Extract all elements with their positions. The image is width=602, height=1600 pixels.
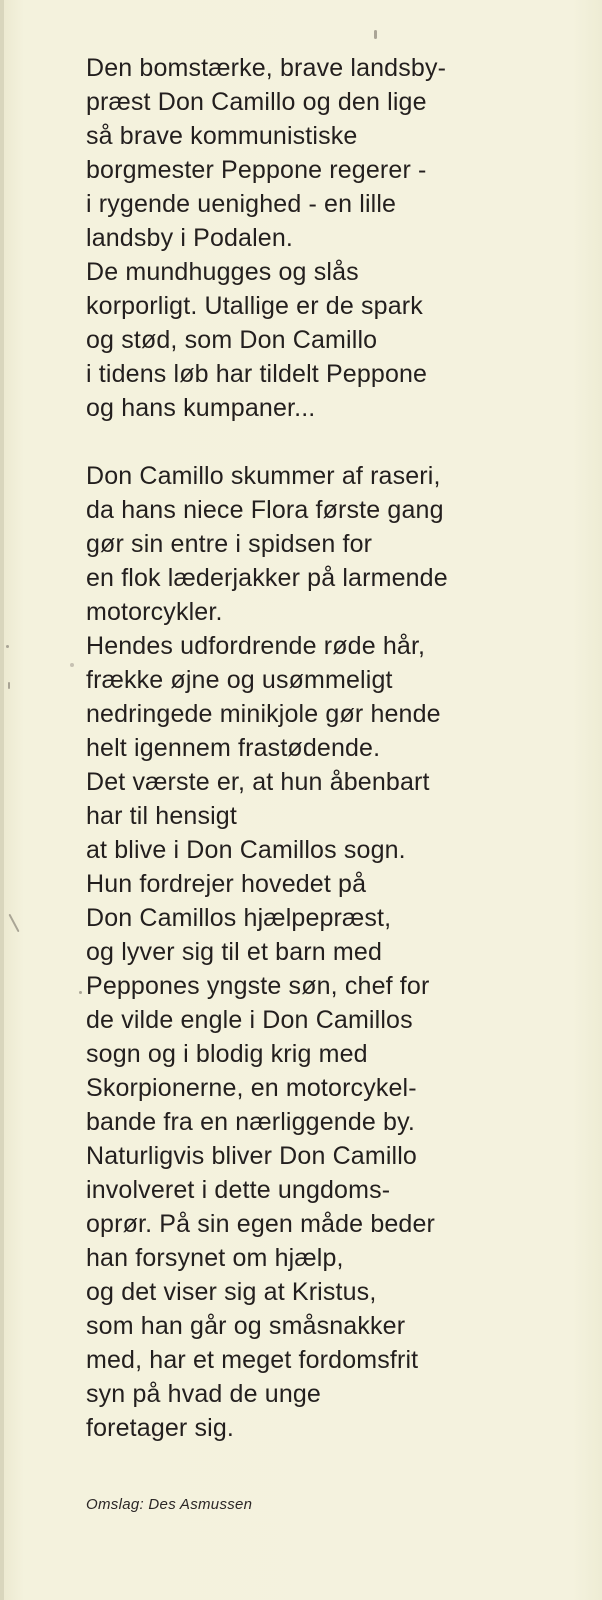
text-line: frække øjne og usømmeligt	[86, 666, 393, 694]
text-line: korporligt. Utallige er de spark	[86, 292, 423, 320]
text-line: bande fra en nærliggende by.	[86, 1108, 415, 1136]
text-line: og stød, som Don Camillo	[86, 326, 378, 354]
text-line: i tidens løb har tildelt Peppone	[86, 360, 428, 388]
text-line: Hendes udfordrende røde hår,	[86, 632, 426, 660]
text-line: nedringede minikjole gør hende	[86, 700, 441, 728]
text-line: gør sin entre i spidsen for	[86, 530, 373, 558]
text-line: de vilde engle i Don Camillos	[86, 1006, 413, 1034]
paragraph-story	[86, 459, 586, 1445]
cover-credit: Omslag: Des Asmussen	[86, 1496, 253, 1513]
text-line: sogn og i blodig krig med	[86, 1040, 368, 1068]
text-line: borgmester Peppone regerer -	[86, 156, 427, 184]
text-line: Peppones yngste søn, chef for	[86, 972, 430, 1000]
text-line: han forsynet om hjælp,	[86, 1244, 344, 1272]
text-line: så brave kommunistiske	[86, 122, 358, 150]
paper-spot	[70, 663, 74, 667]
text-line: og det viser sig at Kristus,	[86, 1278, 377, 1306]
text-line: i rygende uenighed - en lille	[86, 190, 397, 218]
print-mark	[374, 30, 377, 39]
text-line: Den bomstærke, brave landsby-	[86, 54, 447, 82]
text-line: foretager sig.	[86, 1414, 235, 1442]
paper-spot	[8, 682, 10, 689]
text-line: oprør. På sin egen måde beder	[86, 1210, 436, 1238]
text-line: og lyver sig til et barn med	[86, 938, 382, 966]
text-line: Det værste er, at hun åbenbart	[86, 768, 430, 796]
text-line: da hans niece Flora første gang	[86, 496, 444, 524]
text-line: at blive i Don Camillos sogn.	[86, 836, 406, 864]
paper-spot	[6, 645, 9, 648]
text-line: Naturligvis bliver Don Camillo	[86, 1142, 417, 1170]
text-line: præst Don Camillo og den lige	[86, 88, 427, 116]
text-line: De mundhugges og slås	[86, 258, 359, 286]
paper-scratch	[8, 914, 19, 933]
text-line: syn på hvad de unge	[86, 1380, 321, 1408]
text-line: har til hensigt	[86, 802, 237, 830]
text-line: som han går og småsnakker	[86, 1312, 406, 1340]
text-line: en flok læderjakker på larmende	[86, 564, 448, 592]
paragraph-intro	[86, 51, 586, 425]
text-line: involveret i dette ungdoms-	[86, 1176, 391, 1204]
text-line: helt igennem frastødende.	[86, 734, 381, 762]
text-line: og hans kumpaner...	[86, 394, 316, 422]
text-line: landsby i Podalen.	[86, 224, 294, 252]
text-line: med, har et meget fordomsfrit	[86, 1346, 419, 1374]
text-line: Hun fordrejer hovedet på	[86, 870, 367, 898]
text-line: Don Camillos hjælpepræst,	[86, 904, 392, 932]
text-line: Skorpionerne, en motorcykel-	[86, 1074, 417, 1102]
text-line: Don Camillo skummer af raseri,	[86, 462, 441, 490]
text-line: motorcykler.	[86, 598, 223, 626]
paper-spot	[79, 991, 82, 994]
page-edge	[0, 0, 4, 1600]
